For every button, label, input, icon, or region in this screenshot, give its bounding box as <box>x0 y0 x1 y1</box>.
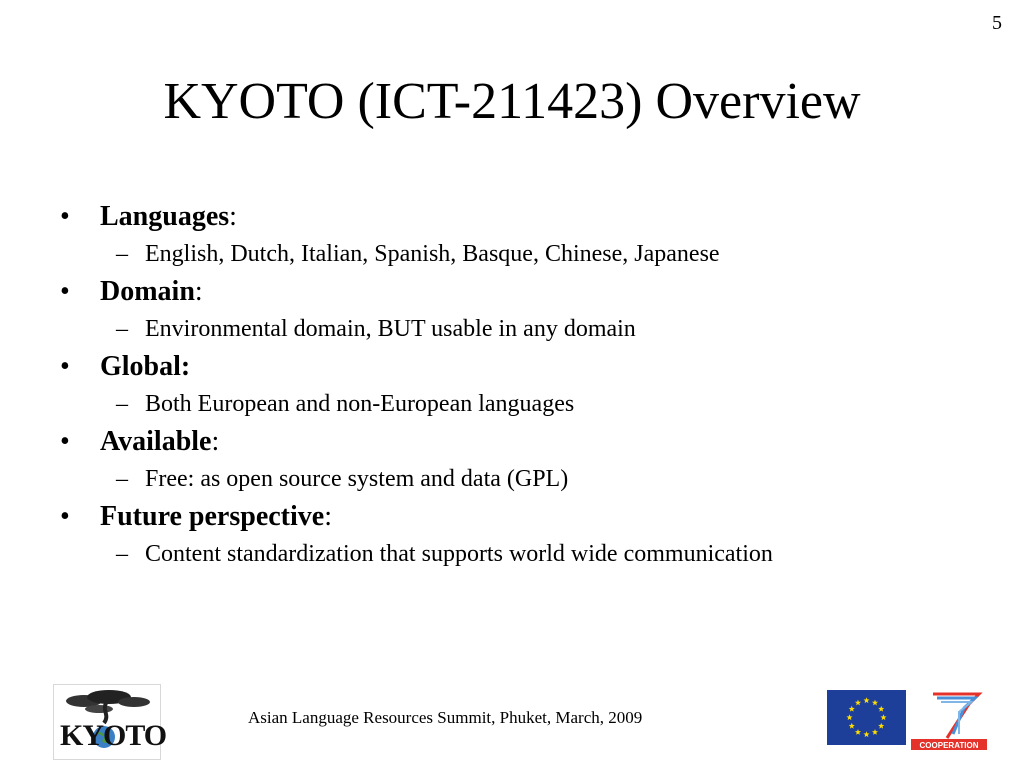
bullet-dot-icon: • <box>60 351 70 382</box>
dash-icon: – <box>116 391 128 417</box>
eu-stars-icon <box>827 690 906 745</box>
dash-icon: – <box>116 541 128 567</box>
bullet-label: Languages <box>100 201 230 232</box>
bullet-suffix: : <box>194 276 203 307</box>
bullet-label: Domain <box>100 276 195 307</box>
eu-star-icon <box>849 706 855 712</box>
sub-bullet-text: Free: as open source system and data (GPL) <box>145 466 569 492</box>
bullet-languages <box>58 198 978 236</box>
eu-flag-icon <box>827 690 906 745</box>
footer-text: Asian Language Resources Summit, Phuket, March, 2009 <box>248 708 643 727</box>
sub-bullet-text: Content standardization that supports world wide communication <box>145 541 773 567</box>
slide-title: KYOTO (ICT-211423) Overview <box>163 73 861 130</box>
bullet-available <box>58 423 978 461</box>
fp7-cooperation-logo <box>909 690 989 752</box>
bullet-label: Global: <box>100 351 191 382</box>
bullet-suffix: : <box>229 201 237 232</box>
sub-bullet-future-perspective <box>58 536 978 573</box>
fp7-seven-icon <box>909 690 989 752</box>
eu-star-icon <box>863 731 869 737</box>
sub-bullet-global <box>58 386 978 423</box>
eu-star-icon <box>878 723 884 729</box>
sub-bullet-domain <box>58 311 978 348</box>
sub-bullet-languages <box>58 236 978 273</box>
bullet-future-perspective <box>58 498 978 536</box>
bullet-global <box>58 348 978 386</box>
sub-bullet-text: Environmental domain, BUT usable in any domain <box>145 316 636 342</box>
eu-star-icon <box>880 714 886 720</box>
bullet-domain <box>58 273 978 311</box>
bullet-suffix: : <box>324 501 332 532</box>
eu-star-icon <box>849 723 855 729</box>
fp7-cooperation-label: COOPERATION <box>919 741 979 750</box>
bullet-dot-icon: • <box>60 426 70 457</box>
eu-star-icon <box>846 714 852 720</box>
bullet-dot-icon: • <box>60 276 70 307</box>
dash-icon: – <box>116 466 128 492</box>
bullet-label: Available <box>100 426 212 457</box>
dash-icon: – <box>116 241 128 267</box>
kyoto-logo-text: KYOTO <box>60 719 167 752</box>
eu-star-icon <box>872 729 878 735</box>
bullet-label: Future perspective <box>100 501 325 532</box>
sub-bullet-text: Both European and non-European languages <box>145 391 575 417</box>
eu-star-icon <box>855 700 861 706</box>
bullet-list <box>58 198 978 573</box>
slide-number: 5 <box>992 12 1002 34</box>
sub-bullet-available <box>58 461 978 498</box>
sub-bullet-text: English, Dutch, Italian, Spanish, Basque, Chinese, Japanese <box>145 241 720 267</box>
eu-star-icon <box>855 729 861 735</box>
bullet-dot-icon: • <box>60 501 70 532</box>
eu-star-icon <box>878 706 884 712</box>
dash-icon: – <box>116 316 128 342</box>
kyoto-logo <box>53 684 167 760</box>
eu-star-icon <box>872 700 878 706</box>
bullet-suffix: : <box>211 426 220 457</box>
eu-star-icon <box>863 697 869 703</box>
bullet-dot-icon: • <box>60 201 70 232</box>
